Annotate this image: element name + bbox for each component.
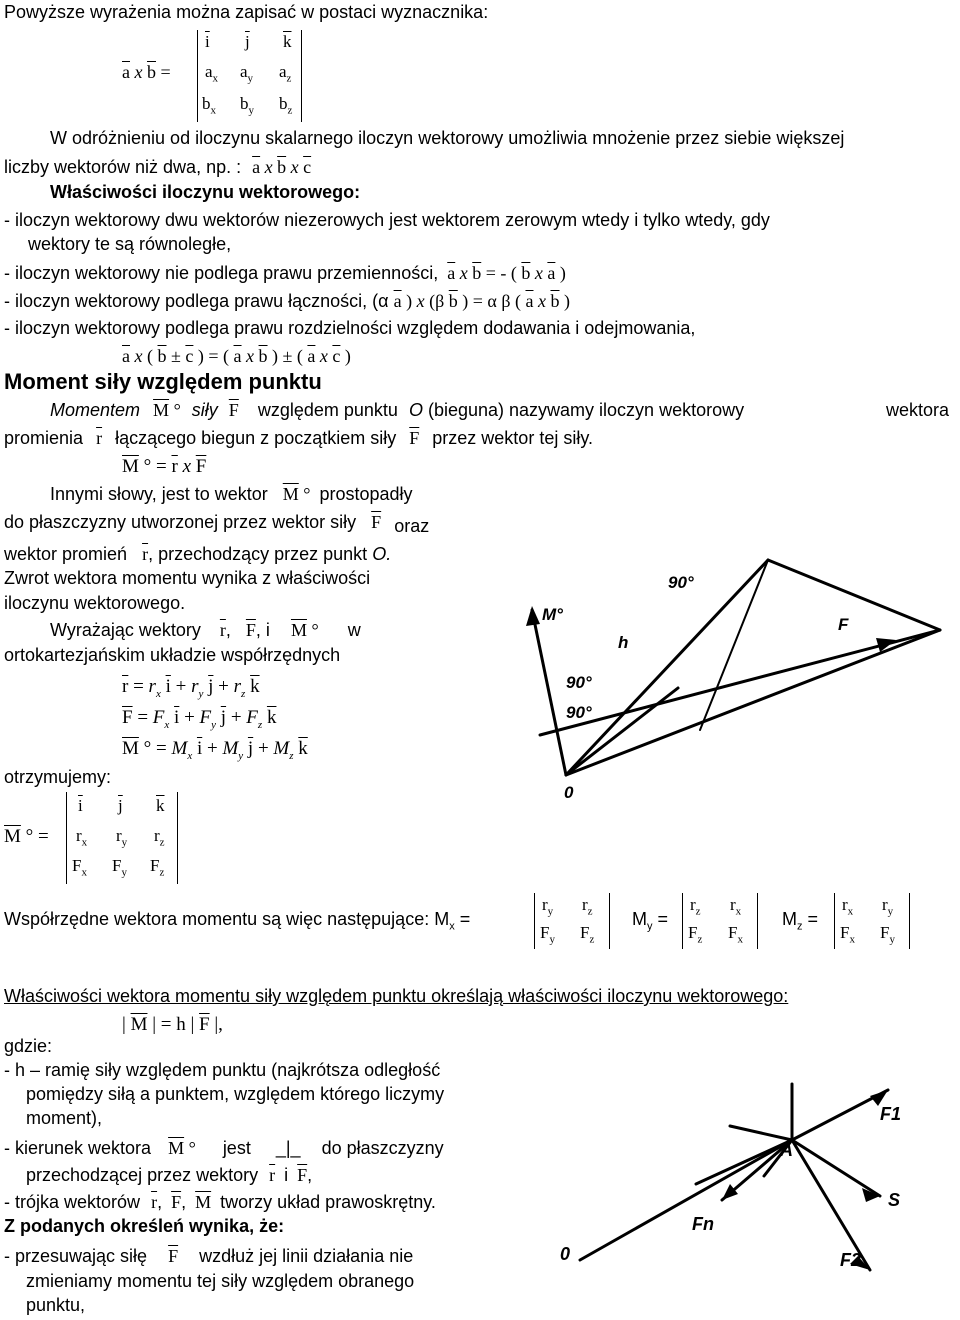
- list2-3: - trójka wektorów $\overline{r}$, $\overline{F}$, $\overline{M}$ tworzy układ prawoskrętny.: [4, 1192, 436, 1212]
- para2-line3: wektor promień $\overline{r}$, przechodzący przez punkt O.: [4, 544, 392, 564]
- obtain-text: otrzymujemy:: [4, 767, 112, 787]
- fig1-label-o: 0: [564, 783, 574, 802]
- component-f: $\overline{F} = F_x$ $\overline{i} + F_y$ $\overline{j} + F_z$ $\overline{k}$: [122, 707, 277, 731]
- para1-line2: liczby wektorów niż dwa, np. : $\overline{a}$ x $\overline{b}$ x $\overline{c}$: [4, 157, 312, 177]
- fig1-line-top: [768, 560, 940, 630]
- para2-line2: do płaszczyzny utworzonej przez wektor siły $\overline{F}$ oraz: [4, 512, 430, 536]
- moment-formula: $\overline{M}$ ° = $\overline{r}$ x $\overline{F}$: [122, 456, 207, 477]
- fig1-line-h: [566, 688, 678, 775]
- fig1-label-90c: 90°: [566, 703, 592, 722]
- moment-def-w5: wektora: [886, 400, 950, 420]
- coords-my: $M_y$ =: [632, 909, 669, 933]
- conclusion-heading: Z podanych określeń wynika, że:: [4, 1216, 285, 1236]
- prop-4-expr: $\overline{a}$ x ( $\overline{b} \pm \overline{c}$ ) = ( $\overline{a}$ x $\overline{b}$ ) ± ( $\overline{a}$ x $\overline{c}$ ): [122, 346, 351, 366]
- para2-line1: Innymi słowy, jest to wektor $\overline{M}$ ° prostopadły: [50, 484, 413, 504]
- prop-2: - iloczyn wektorowy nie podlega prawu przemienności, $\overline{a}$ x $\overline{b}$ = - ( $\overline{b}$ x $\overline{a}$ ): [4, 263, 566, 283]
- fig1-label-m: M°: [542, 605, 563, 624]
- magnitude-formula: | $\overline{M}$ | = h | $\overline{F}$ |,: [122, 1014, 223, 1035]
- fig1-label-f: F: [838, 615, 849, 634]
- det-mz-rows: $r_x$ $r_y$ $F_x$ $F_y$: [840, 895, 895, 946]
- moment-def-line1: Momentem $\overline{M}$ ° siły $\overline{F}$ względem punktu O (bieguna) nazywamy iloczyn wektorowy: [50, 400, 745, 420]
- det-mx-rows: $r_y$ $r_z$ $F_y$ $F_z$: [540, 895, 595, 946]
- conclusion-1: - przesuwając siłę $\overline{F}$ wzdłuż jej linii działania nie: [4, 1246, 414, 1266]
- list2-1c: moment),: [26, 1108, 103, 1128]
- list2-2: - kierunek wektora $\overline{M}$ ° jest _|_ do płaszczyzny: [4, 1138, 444, 1158]
- para2-line4: Zwrot wektora momentu wynika z właściwości: [4, 568, 371, 588]
- props2-heading: Właściwości wektora momentu siły względem punktu określają właściwości iloczynu wektorowego:: [4, 986, 789, 1006]
- fig1-label-h: h: [618, 633, 629, 652]
- list2-2b: przechodzącej przez wektory $\overline{r}$ i $\overline{F}$,: [26, 1165, 313, 1185]
- list2-1b: pomiędzy siłą a punktem, względem którego liczymy: [26, 1084, 445, 1104]
- intro-text: Powyższe wyrażenia można zapisać w postaci wyznacznika:: [4, 2, 489, 22]
- coords-mz: $M_z$ =: [782, 909, 819, 933]
- fig1-label-90b: 90°: [566, 673, 592, 692]
- fig1-label-90a: 90°: [668, 573, 694, 592]
- para1-line1: W odróżnieniu od iloczynu skalarnego iloczyn wektorowy umożliwia mnożenie przez siebie większej: [50, 128, 845, 148]
- fig2-label-f2: F2: [840, 1250, 862, 1270]
- props-heading: Właściwości iloczynu wektorowego:: [50, 182, 361, 202]
- component-m: $\overline{M}$ ° = $M_x$ $\overline{i} + M_y$ $\overline{j} + M_z$ $\overline{k}$: [122, 738, 308, 762]
- moment-def-line2: promienia $\overline{r}$ łączącego biegun z początkiem siły $\overline{F}$ przez wektor tej siły.: [4, 428, 593, 448]
- fig2-label-s: S: [888, 1190, 901, 1210]
- det-my-rows: $r_z$ $r_x$ $F_z$ $F_x$: [688, 895, 743, 946]
- fig2-label-a: A: [780, 1140, 793, 1160]
- para2-line6: Wyrażając wektory $\overline{r}$, $\overline{F}$, i $\overline{M}$ ° w: [50, 620, 361, 640]
- conclusion-2: zmieniamy momentu tej siły względem obranego: [26, 1271, 415, 1291]
- list2-1: - h – ramię siły względem punktu (najkrótsza odległość: [4, 1060, 441, 1080]
- fig2-label-fn: Fn: [692, 1214, 714, 1234]
- forces-figure: [540, 1080, 960, 1310]
- det1-lhs: $\overline{a}$ x $\overline{b}$ =: [122, 62, 171, 82]
- fig1-arrow-m: [526, 606, 540, 626]
- moment-figure: [500, 520, 960, 820]
- det2-lhs: $\overline{M}$ ° =: [4, 826, 49, 847]
- fig1-vector-m: [532, 610, 566, 775]
- fig2-label-f1: F1: [880, 1104, 902, 1124]
- fig2-label-o: 0: [560, 1244, 571, 1264]
- fig1-dash: [700, 560, 768, 730]
- conclusion-3: punktu,: [26, 1295, 86, 1315]
- prop-1-cont: wektory te są równoległe,: [28, 234, 232, 254]
- coords-text: Współrzędne wektora momentu są więc następujące: $M_x$ =: [4, 909, 471, 933]
- component-r: $\overline{r} = r_x$ $\overline{i} + r_y$ $\overline{j} + r_z$ $\overline{k}$: [122, 676, 260, 700]
- prop-4: - iloczyn wektorowy podlega prawu rozdzielności względem dodawania i odejmowania,: [4, 318, 696, 338]
- fig1-line-o-top: [566, 560, 768, 775]
- moment-heading: Moment siły względem punktu: [4, 369, 322, 394]
- para2-line7: ortokartezjańskim układzie współrzędnych: [4, 645, 341, 665]
- prop-3: - iloczyn wektorowy podlega prawu łączności, (α $\overline{a}$ ) x (β $\overline{b}$ ) = α β ( $\overline{a}$ x $\overline{b}$ ): [4, 291, 570, 311]
- para2-line5: iloczynu wektorowego.: [4, 593, 186, 613]
- where-text: gdzie:: [4, 1036, 53, 1056]
- prop-1: - iloczyn wektorowy dwu wektorów niezerowych jest wektorem zerowym wtedy i tylko wtedy, gdy: [4, 210, 770, 230]
